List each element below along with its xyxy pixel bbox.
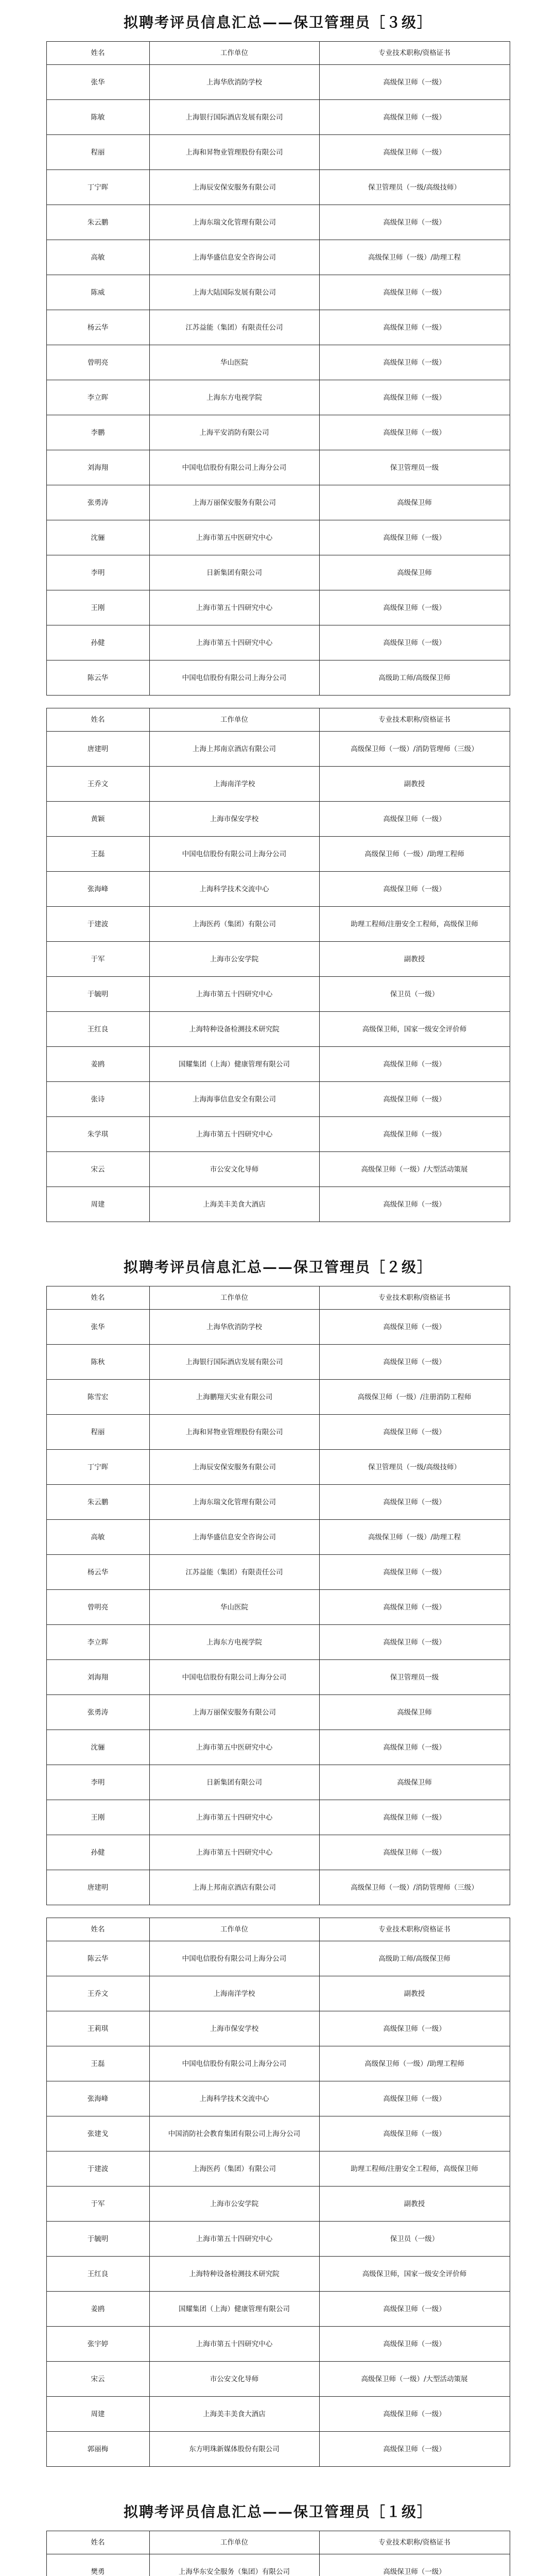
roster-table	[46, 2531, 510, 2576]
table-row	[46, 1012, 510, 1047]
cell-qualification: 高级保卫师（一级）	[319, 1800, 510, 1835]
table-row	[46, 1590, 510, 1625]
header-name: 姓名	[46, 2531, 149, 2554]
cell-employer: 上海市第五十四研究中心	[149, 977, 319, 1012]
cell-employer: 上海科学技术交流中心	[149, 872, 319, 907]
table-row	[46, 65, 510, 100]
cell-qualification: 高级助工师/高级保卫师	[319, 1941, 510, 1976]
cell-name: 于军	[46, 2187, 149, 2222]
cell-qualification: 高级保卫师（一级）/助理工程	[319, 1520, 510, 1555]
cell-employer: 中国电信股份有限公司上海分公司	[149, 1941, 319, 1976]
cell-qualification: 高级助工师/高级保卫师	[319, 660, 510, 696]
cell-qualification: 保卫管理员一级	[319, 450, 510, 485]
cell-employer: 华山医院	[149, 345, 319, 380]
cell-employer: 东方明珠新媒体股份有限公司	[149, 2432, 319, 2467]
cell-name: 朱学琪	[46, 1117, 149, 1152]
cell-qualification: 高级保卫师（一级）	[319, 380, 510, 415]
cell-employer: 上海市保安学校	[149, 802, 319, 837]
cell-employer: 上海市第五十四研究中心	[149, 590, 319, 625]
table-row	[46, 2327, 510, 2362]
table-row	[46, 1310, 510, 1345]
cell-employer: 中国电信股份有限公司上海分公司	[149, 660, 319, 696]
table-row	[46, 1450, 510, 1485]
table-row	[46, 767, 510, 802]
table-row	[46, 2292, 510, 2327]
table-row	[46, 100, 510, 135]
cell-name: 程丽	[46, 1415, 149, 1450]
table-row	[46, 1117, 510, 1152]
table-row	[46, 1555, 510, 1590]
header-employer: 工作单位	[149, 2531, 319, 2554]
table-row	[46, 345, 510, 380]
cell-name: 张诗	[46, 1082, 149, 1117]
header-qualification: 专业技术职称/资格证书	[319, 1286, 510, 1310]
cell-qualification: 高级保卫师（一级）	[319, 590, 510, 625]
cell-qualification: 高级保卫师（一级）	[319, 1485, 510, 1520]
cell-name: 高敏	[46, 240, 149, 275]
cell-qualification: 高级保卫师（一级）	[319, 872, 510, 907]
table-row	[46, 1660, 510, 1695]
cell-qualification: 高级保卫师（一级）	[319, 2011, 510, 2046]
cell-name: 于军	[46, 942, 149, 977]
table-row	[46, 450, 510, 485]
cell-qualification: 高级保卫师（一级）	[319, 1835, 510, 1870]
cell-qualification: 高级保卫师，国家一级安全评价师	[319, 1012, 510, 1047]
table-row	[46, 2222, 510, 2257]
cell-qualification: 高级保卫师（一级）/注册消防工程师	[319, 1380, 510, 1415]
cell-qualification: 高级保卫师（一级）	[319, 1310, 510, 1345]
cell-qualification: 副教授	[319, 2187, 510, 2222]
table-row	[46, 590, 510, 625]
table-row	[46, 837, 510, 872]
table-row	[46, 2081, 510, 2116]
table-row	[46, 2151, 510, 2187]
cell-qualification: 高级保卫师（一级）	[319, 205, 510, 240]
cell-qualification: 高级保卫师（一级）/大型活动策展	[319, 1152, 510, 1187]
header-employer: 工作单位	[149, 1918, 319, 1941]
cell-employer: 上海和昇物业管理股份有限公司	[149, 1415, 319, 1450]
cell-employer: 上海上邦南京酒店有限公司	[149, 1870, 319, 1905]
table-row	[46, 872, 510, 907]
cell-qualification: 高级保卫师（一级）	[319, 1590, 510, 1625]
cell-qualification: 助理工程师/注册安全工程师，高级保卫师	[319, 907, 510, 942]
header-qualification: 专业技术职称/资格证书	[319, 2531, 510, 2554]
cell-employer: 江苏益能（集团）有限责任公司	[149, 1555, 319, 1590]
cell-qualification: 助理工程师/注册安全工程师，高级保卫师	[319, 2151, 510, 2187]
table-row	[46, 2397, 510, 2432]
header-employer: 工作单位	[149, 42, 319, 65]
cell-name: 于毓明	[46, 977, 149, 1012]
cell-name: 曾明亮	[46, 1590, 149, 1625]
cell-name: 孙健	[46, 625, 149, 660]
cell-employer: 上海市第五中医研究中心	[149, 520, 319, 555]
cell-qualification: 高级保卫师（一级）/大型活动策展	[319, 2362, 510, 2397]
cell-name: 樊勇	[46, 2554, 149, 2576]
cell-name: 曾明亮	[46, 345, 149, 380]
cell-qualification: 高级保卫师	[319, 1765, 510, 1800]
cell-name: 张华	[46, 1310, 149, 1345]
cell-employer: 上海银行国际酒店发展有限公司	[149, 1345, 319, 1380]
cell-employer: 上海东瑞文化管理有限公司	[149, 1485, 319, 1520]
cell-employer: 上海特种设备检测技术研究院	[149, 2257, 319, 2292]
cell-name: 朱云鹏	[46, 205, 149, 240]
cell-employer: 上海平安消防有限公司	[149, 415, 319, 450]
cell-qualification: 高级保卫师（一级）	[319, 2116, 510, 2151]
cell-name: 李立晖	[46, 1625, 149, 1660]
table-row	[46, 240, 510, 275]
cell-name: 姜鸥	[46, 2292, 149, 2327]
cell-employer: 国耀集团（上海）健康管理有限公司	[149, 2292, 319, 2327]
cell-qualification: 高级保卫师（一级）	[319, 100, 510, 135]
cell-name: 黄颖	[46, 802, 149, 837]
cell-qualification: 高级保卫师（一级）	[319, 275, 510, 310]
cell-qualification: 高级保卫师（一级）	[319, 2554, 510, 2576]
cell-employer: 日新集团有限公司	[149, 555, 319, 590]
cell-name: 张海峰	[46, 872, 149, 907]
cell-name: 张勇涛	[46, 1695, 149, 1730]
table-row	[46, 135, 510, 170]
table-row	[46, 2257, 510, 2292]
cell-name: 宋云	[46, 1152, 149, 1187]
table-row	[46, 415, 510, 450]
cell-qualification: 高级保卫师（一级）	[319, 2081, 510, 2116]
cell-qualification: 高级保卫师（一级）/助理工程	[319, 240, 510, 275]
cell-qualification: 高级保卫师	[319, 1695, 510, 1730]
cell-name: 唐建明	[46, 732, 149, 767]
cell-qualification: 高级保卫师（一级）	[319, 65, 510, 100]
cell-qualification: 保卫员（一级）	[319, 977, 510, 1012]
cell-employer: 上海医药（集团）有限公司	[149, 907, 319, 942]
cell-name: 王磊	[46, 837, 149, 872]
cell-employer: 市公安文化导师	[149, 1152, 319, 1187]
table-row	[46, 660, 510, 696]
table-row	[46, 1047, 510, 1082]
cell-qualification: 高级保卫师（一级）/消防管理师（三级）	[319, 1870, 510, 1905]
table-row	[46, 2432, 510, 2467]
table-row	[46, 802, 510, 837]
cell-employer: 上海华欣消防学校	[149, 65, 319, 100]
cell-employer: 江苏益能（集团）有限责任公司	[149, 310, 319, 345]
table-row	[46, 1415, 510, 1450]
table-row	[46, 1765, 510, 1800]
table-row	[46, 1941, 510, 1976]
header-qualification: 专业技术职称/资格证书	[319, 42, 510, 65]
roster-table	[46, 41, 510, 696]
cell-name: 沈骊	[46, 520, 149, 555]
cell-employer: 中国电信股份有限公司上海分公司	[149, 2046, 319, 2081]
table-row	[46, 1345, 510, 1380]
table-row	[46, 485, 510, 520]
cell-employer: 上海辰安保安服务有限公司	[149, 170, 319, 205]
cell-employer: 中国电信股份有限公司上海分公司	[149, 837, 319, 872]
table-row	[46, 2011, 510, 2046]
table-row	[46, 942, 510, 977]
cell-qualification: 高级保卫师（一级）	[319, 1730, 510, 1765]
table-row	[46, 2116, 510, 2151]
cell-employer: 上海市第五十四研究中心	[149, 1800, 319, 1835]
table-header-row	[46, 708, 510, 732]
cell-qualification: 高级保卫师（一级）	[319, 625, 510, 660]
cell-qualification: 副教授	[319, 942, 510, 977]
table-row	[46, 1520, 510, 1555]
cell-name: 李明	[46, 1765, 149, 1800]
header-name: 姓名	[46, 708, 149, 732]
cell-name: 陈威	[46, 275, 149, 310]
section-title: 拟聘考评员信息汇总——保卫管理员［１级］	[123, 2503, 432, 2520]
cell-name: 孙健	[46, 1835, 149, 1870]
table-header-row	[46, 2531, 510, 2554]
cell-qualification: 高级保卫师（一级）	[319, 1345, 510, 1380]
table-row	[46, 310, 510, 345]
cell-qualification: 高级保卫师（一级）	[319, 345, 510, 380]
cell-employer: 上海医药（集团）有限公司	[149, 2151, 319, 2187]
cell-name: 沈骊	[46, 1730, 149, 1765]
table-row	[46, 1082, 510, 1117]
cell-employer: 上海南洋学校	[149, 1976, 319, 2011]
cell-qualification: 高级保卫师（一级）	[319, 520, 510, 555]
cell-name: 李明	[46, 555, 149, 590]
cell-employer: 日新集团有限公司	[149, 1765, 319, 1800]
cell-qualification: 高级保卫师（一级）	[319, 1117, 510, 1152]
cell-name: 朱云鹏	[46, 1485, 149, 1520]
cell-name: 王刚	[46, 1800, 149, 1835]
cell-name: 陈敏	[46, 100, 149, 135]
cell-employer: 上海万丽保安服务有限公司	[149, 1695, 319, 1730]
cell-qualification: 高级保卫师（一级）	[319, 1082, 510, 1117]
cell-name: 陈雪宏	[46, 1380, 149, 1415]
cell-employer: 上海特种设备检测技术研究院	[149, 1012, 319, 1047]
cell-employer: 中国电信股份有限公司上海分公司	[149, 1660, 319, 1695]
cell-qualification: 高级保卫师（一级）	[319, 1047, 510, 1082]
cell-name: 张勇涛	[46, 485, 149, 520]
cell-qualification: 高级保卫师（一级）	[319, 1555, 510, 1590]
cell-employer: 上海市第五十四研究中心	[149, 2222, 319, 2257]
header-name: 姓名	[46, 1918, 149, 1941]
cell-employer: 上海市公安学院	[149, 2187, 319, 2222]
cell-name: 王红良	[46, 2257, 149, 2292]
table-row	[46, 170, 510, 205]
table-row	[46, 1187, 510, 1222]
table-header-row	[46, 1286, 510, 1310]
level-section	[0, 2489, 556, 2576]
table-row	[46, 380, 510, 415]
cell-qualification: 保卫管理员（一级/高级技师）	[319, 170, 510, 205]
cell-qualification: 高级保卫师（一级）/助理工程师	[319, 837, 510, 872]
cell-name: 陈云华	[46, 660, 149, 696]
cell-name: 唐建明	[46, 1870, 149, 1905]
cell-qualification: 高级保卫师（一级）	[319, 1625, 510, 1660]
cell-employer: 上海市第五十四研究中心	[149, 1117, 319, 1152]
cell-employer: 上海市第五十四研究中心	[149, 2327, 319, 2362]
cell-employer: 国耀集团（上海）健康管理有限公司	[149, 1047, 319, 1082]
cell-employer: 上海海事信息安全有限公司	[149, 1082, 319, 1117]
cell-employer: 上海华盛信息安全咨询公司	[149, 1520, 319, 1555]
cell-qualification: 高级保卫师（一级）	[319, 2432, 510, 2467]
cell-qualification: 高级保卫师（一级）	[319, 415, 510, 450]
cell-name: 李鹏	[46, 415, 149, 450]
cell-name: 刘海翔	[46, 1660, 149, 1695]
section-title: 拟聘考评员信息汇总——保卫管理员［３级］	[123, 14, 432, 31]
table-row	[46, 2554, 510, 2576]
cell-name: 郭丽梅	[46, 2432, 149, 2467]
cell-qualification: 高级保卫师（一级）/助理工程师	[319, 2046, 510, 2081]
table-row	[46, 1695, 510, 1730]
roster-table	[46, 708, 510, 1222]
table-row	[46, 2362, 510, 2397]
table-row	[46, 732, 510, 767]
cell-name: 张宇婷	[46, 2327, 149, 2362]
cell-name: 姜鸥	[46, 1047, 149, 1082]
cell-qualification: 高级保卫师（一级）/消防管理师（三级）	[319, 732, 510, 767]
cell-name: 周建	[46, 1187, 149, 1222]
cell-employer: 上海市第五十四研究中心	[149, 1835, 319, 1870]
cell-employer: 上海和昇物业管理股份有限公司	[149, 135, 319, 170]
table-row	[46, 275, 510, 310]
level-section	[0, 1245, 556, 2489]
cell-qualification: 保卫管理员（一级/高级技师）	[319, 1450, 510, 1485]
header-name: 姓名	[46, 1286, 149, 1310]
cell-employer: 华山医院	[149, 1590, 319, 1625]
cell-name: 高敏	[46, 1520, 149, 1555]
cell-name: 张华	[46, 65, 149, 100]
cell-name: 丁宁晖	[46, 170, 149, 205]
cell-employer: 中国电信股份有限公司上海分公司	[149, 450, 319, 485]
cell-employer: 上海鹏翔天实业有限公司	[149, 1380, 319, 1415]
cell-name: 王乔文	[46, 767, 149, 802]
cell-name: 于建波	[46, 2151, 149, 2187]
cell-name: 王红良	[46, 1012, 149, 1047]
cell-qualification: 高级保卫师	[319, 555, 510, 590]
cell-name: 王莉琪	[46, 2011, 149, 2046]
cell-employer: 上海美丰美食大酒店	[149, 2397, 319, 2432]
cell-qualification: 高级保卫师（一级）	[319, 135, 510, 170]
cell-qualification: 高级保卫师（一级）	[319, 2292, 510, 2327]
table-row	[46, 1625, 510, 1660]
header-employer: 工作单位	[149, 1286, 319, 1310]
cell-name: 杨云华	[46, 1555, 149, 1590]
cell-employer: 上海华盛信息安全咨询公司	[149, 240, 319, 275]
roster-table	[46, 1918, 510, 2467]
header-qualification: 专业技术职称/资格证书	[319, 1918, 510, 1941]
cell-employer: 上海银行国际酒店发展有限公司	[149, 100, 319, 135]
cell-name: 宋云	[46, 2362, 149, 2397]
table-row	[46, 2187, 510, 2222]
cell-name: 周建	[46, 2397, 149, 2432]
cell-name: 杨云华	[46, 310, 149, 345]
cell-qualification: 高级保卫师	[319, 485, 510, 520]
table-header-row	[46, 42, 510, 65]
cell-employer: 上海东方电视学院	[149, 380, 319, 415]
cell-name: 张海峰	[46, 2081, 149, 2116]
cell-employer: 上海南洋学校	[149, 767, 319, 802]
cell-qualification: 高级保卫师，国家一级安全评价师	[319, 2257, 510, 2292]
cell-name: 陈云华	[46, 1941, 149, 1976]
cell-employer: 上海大陆国际发展有限公司	[149, 275, 319, 310]
table-row	[46, 1485, 510, 1520]
cell-employer: 上海华欣消防学校	[149, 1310, 319, 1345]
table-row	[46, 625, 510, 660]
table-row	[46, 1976, 510, 2011]
table-row	[46, 1730, 510, 1765]
cell-employer: 上海市保安学校	[149, 2011, 319, 2046]
table-row	[46, 977, 510, 1012]
cell-name: 刘海翔	[46, 450, 149, 485]
cell-qualification: 高级保卫师（一级）	[319, 310, 510, 345]
table-row	[46, 1835, 510, 1870]
cell-name: 王磊	[46, 2046, 149, 2081]
cell-employer: 上海东瑞文化管理有限公司	[149, 205, 319, 240]
cell-employer: 市公安文化导师	[149, 2362, 319, 2397]
cell-employer: 上海市第五十四研究中心	[149, 625, 319, 660]
cell-employer: 上海华东安全服务（集团）有限公司	[149, 2554, 319, 2576]
header-qualification: 专业技术职称/资格证书	[319, 708, 510, 732]
table-row	[46, 1870, 510, 1905]
cell-qualification: 副教授	[319, 767, 510, 802]
table-row	[46, 205, 510, 240]
cell-employer: 上海万丽保安服务有限公司	[149, 485, 319, 520]
table-row	[46, 1380, 510, 1415]
cell-qualification: 高级保卫师（一级）	[319, 2327, 510, 2362]
cell-employer: 上海东方电视学院	[149, 1625, 319, 1660]
cell-name: 于建波	[46, 907, 149, 942]
table-row	[46, 907, 510, 942]
cell-qualification: 高级保卫师（一级）	[319, 802, 510, 837]
cell-employer: 上海科学技术交流中心	[149, 2081, 319, 2116]
cell-qualification: 保卫员（一级）	[319, 2222, 510, 2257]
cell-name: 于毓明	[46, 2222, 149, 2257]
cell-employer: 上海美丰美食大酒店	[149, 1187, 319, 1222]
cell-name: 李立晖	[46, 380, 149, 415]
table-row	[46, 2046, 510, 2081]
table-row	[46, 1152, 510, 1187]
cell-employer: 上海辰安保安服务有限公司	[149, 1450, 319, 1485]
cell-name: 王刚	[46, 590, 149, 625]
table-row	[46, 555, 510, 590]
roster-table	[46, 1286, 510, 1905]
cell-employer: 上海市公安学院	[149, 942, 319, 977]
section-title: 拟聘考评员信息汇总——保卫管理员［２级］	[123, 1259, 432, 1276]
cell-name: 张建戈	[46, 2116, 149, 2151]
cell-qualification: 副教授	[319, 1976, 510, 2011]
table-row	[46, 520, 510, 555]
table-row	[46, 1800, 510, 1835]
cell-name: 陈秋	[46, 1345, 149, 1380]
cell-qualification: 高级保卫师（一级）	[319, 2397, 510, 2432]
cell-qualification: 高级保卫师（一级）	[319, 1187, 510, 1222]
header-name: 姓名	[46, 42, 149, 65]
cell-employer: 上海上邦南京酒店有限公司	[149, 732, 319, 767]
cell-qualification: 保卫管理员一级	[319, 1660, 510, 1695]
cell-name: 王乔文	[46, 1976, 149, 2011]
header-employer: 工作单位	[149, 708, 319, 732]
level-section	[0, 0, 556, 1245]
cell-name: 程丽	[46, 135, 149, 170]
table-header-row	[46, 1918, 510, 1941]
cell-qualification: 高级保卫师（一级）	[319, 1415, 510, 1450]
cell-employer: 上海市第五中医研究中心	[149, 1730, 319, 1765]
cell-employer: 中国消防社会教育集团有限公司上海分公司	[149, 2116, 319, 2151]
cell-name: 丁宁晖	[46, 1450, 149, 1485]
